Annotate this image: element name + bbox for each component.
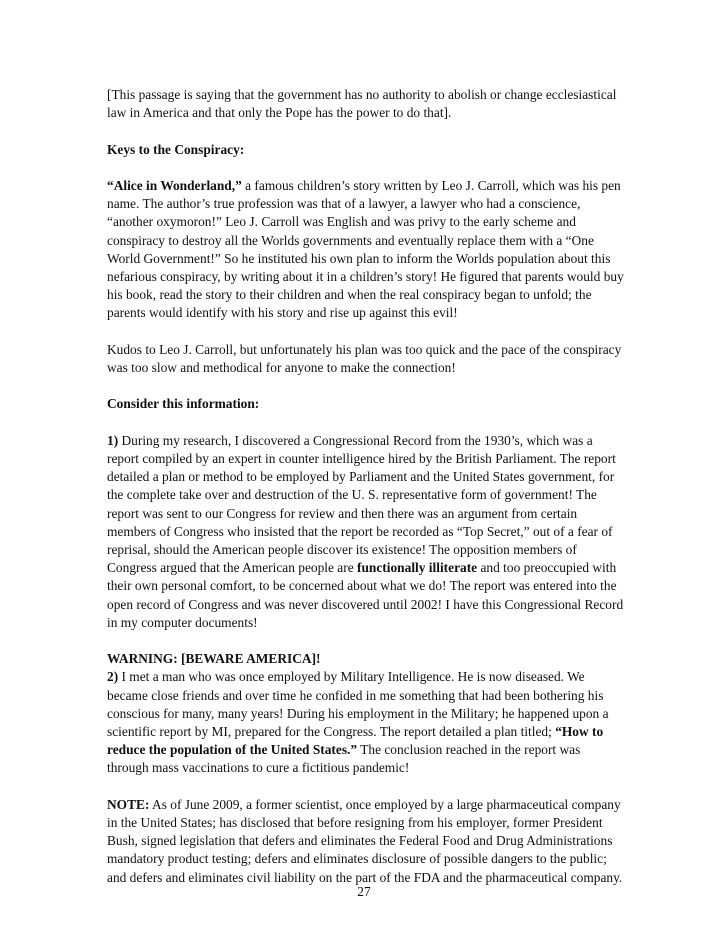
note-label: NOTE: [107,796,150,812]
note-text: As of June 2009, a former scientist, once employed by a large pharmaceutical company in the United States; has disclosed that before resigning from his employer, former President Bush, signed legislation that defers and eliminates the Federal Food and Drug Administrations mandatory product testing; defers and eliminates disclosure of possible dangers to the public; and defers and eliminates civil liability on the part of the FDA and the pharmaceutical company. [107,796,623,885]
item-1-text-a: During my research, I discovered a Congressional Record from the 1930’s, which was a report compiled by an expert in counter intelligence hired by the British Parliament. The report detailed a plan or method to be employed by Parliament and the United States government, for the complete take over and destruction of the U. S. representative form of government! The report was sent to our Congress for review and then there was an argument from certain members of Congress who insisted that the report be recorded as “Top Secret,” out of a fear of reprisal, should the American people discover its existence! The opposition members of Congress argued that the American people are [107,432,616,576]
item-2-text-b: The conclusion reached in the report was through mass vaccinations to cure a fictitious pandemic! [107,742,581,776]
note-paragraph [107,796,625,887]
item-2-number: 2) [107,669,119,685]
item-1-text-b: and too preoccupied with their own personal comfort, to be concerned about what we do! The report was entered into the open record of Congress and was never discovered until 2002! I have this Congressional Record in my computer documents! [107,560,624,630]
alice-paragraph [107,177,625,323]
heading-consider-information: Consider this information: [107,396,260,412]
kudos-paragraph: Kudos to Leo J. Carroll, but unfortunately his plan was too quick and the pace of the conspiracy was too slow and methodical for anyone to make the connection! [107,341,622,375]
item-1-bold-phrase: functionally illiterate [357,560,478,576]
item-1-number: 1) [107,432,119,448]
document-page [107,86,625,905]
alice-title: “Alice in Wonderland,” [107,177,242,193]
item-2-paragraph [107,668,625,777]
item-1-paragraph [107,432,625,632]
item-2-bold-title: “How to reduce the population of the United States.” [107,724,604,758]
intro-paragraph: [This passage is saying that the government has no authority to abolish or change ecclesiastical law in America and that only the Pope has the power to do that]. [107,87,617,121]
page-number: 27 [357,884,371,899]
alice-text: a famous children’s story written by Leo J. Carroll, which was his pen name. The author’s true profession was that of a lawyer, a lawyer who had a conscience, “another oxymoron!” Leo J. Carroll was English and was privy to the early scheme and conspiracy to destroy all the Worlds governments and eventually replace them with a “One World Government!” So he instituted his own plan to inform the Worlds population about this nefarious conspiracy, by writing about it in a children’s story! He figured that parents would buy his book, read the story to their children and when the real conspiracy began to unfold; the parents would identify with his story and rise up against this evil! [107,177,624,321]
heading-keys-to-conspiracy: Keys to the Conspiracy: [107,141,245,157]
item-2-text-a: I met a man who was once employed by Military Intelligence. He is now diseased. We became close friends and over time he confided in me something that had been bothering his conscious for many, many years! During his employment in the Military; he happened upon a scientific report by MI, prepared for the Congress. The report detailed a plan titled; [107,669,609,740]
warning-heading: WARNING: [BEWARE AMERICA]! [107,651,321,667]
